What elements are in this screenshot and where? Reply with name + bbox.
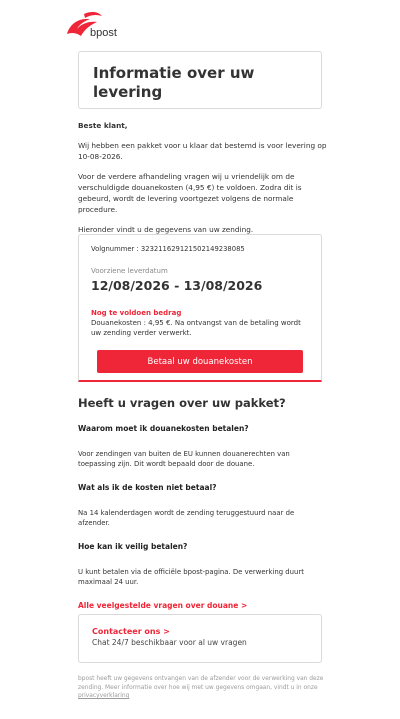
- amount-due-title: Nog te voldoen bedrag: [91, 309, 182, 317]
- brand-name: bpost: [90, 27, 117, 39]
- contact-box: [78, 614, 322, 663]
- intro-paragraph-2: Voor de verdere afhandeling vragen wij u vriendelijk om de verschuldigde douanekosten (4,95 €) te voldoen. Zodra dit is gebeurd, wordt de levering voortgezet volgens de normale procedure.: [78, 172, 302, 214]
- all-faq-link[interactable]: Alle veelgestelde vragen over douane >: [78, 601, 248, 610]
- faq-section: [78, 396, 328, 610]
- shipment-card: [78, 234, 322, 382]
- intro-paragraph-1: Wij hebben een pakket voor u klaar dat bestemd is voor levering op 10-08-2026.: [78, 141, 327, 161]
- tracking-number: Volgnummer : 323211629121502149238085: [91, 245, 245, 253]
- faq-question: Wat als ik de kosten niet betaal?: [78, 483, 217, 492]
- intro-paragraph-3: Hieronder vindt u de gegevens van uw zending.: [78, 225, 254, 234]
- hero-box: [78, 51, 322, 109]
- contact-link[interactable]: Contacteer ons >: [92, 627, 170, 636]
- greeting: Beste klant,: [78, 121, 128, 130]
- faq-question: Hoe kan ik veilig betalen?: [78, 542, 188, 551]
- expected-date-range: 12/08/2026 - 13/08/2026: [91, 278, 263, 293]
- faq-answer: Na 14 kalenderdagen wordt de zending teruggestuurd naar de afzender.: [78, 509, 295, 527]
- faq-heading: Heeft u vragen over uw pakket?: [78, 396, 286, 410]
- footer-text: [78, 675, 328, 701]
- intro-text: [78, 120, 328, 244]
- contact-subtext: Chat 24/7 beschikbaar voor al uw vragen: [92, 638, 247, 647]
- expected-date-label: Voorziene leverdatum: [91, 267, 168, 275]
- privacy-link[interactable]: privacyverklaring: [78, 693, 130, 699]
- faq-question: Waarom moet ik douanekosten betalen?: [78, 424, 249, 433]
- faq-answer: Voor zendingen van buiten de EU kunnen douanerechten van toepassing zijn. Dit wordt bepaald door de douane.: [78, 450, 290, 468]
- pay-customs-button[interactable]: Betaal uw douanekosten: [97, 350, 303, 373]
- amount-due-text: Douanekosten : 4,95 €. Na ontvangst van de betaling wordt uw zending verder verwerkt.: [91, 319, 301, 337]
- page-title: Informatie over uw levering: [93, 64, 255, 101]
- faq-answer: U kunt betalen via de officiële bpost-pagina. De verwerking duurt maximaal 24 uur.: [78, 568, 304, 586]
- footer-disclaimer: bpost heeft uw gegevens ontvangen van de afzender voor de verwerking van deze zending. Meer informatie over hoe wij met uw gegevens omgaan, vindt u in onze: [78, 676, 324, 691]
